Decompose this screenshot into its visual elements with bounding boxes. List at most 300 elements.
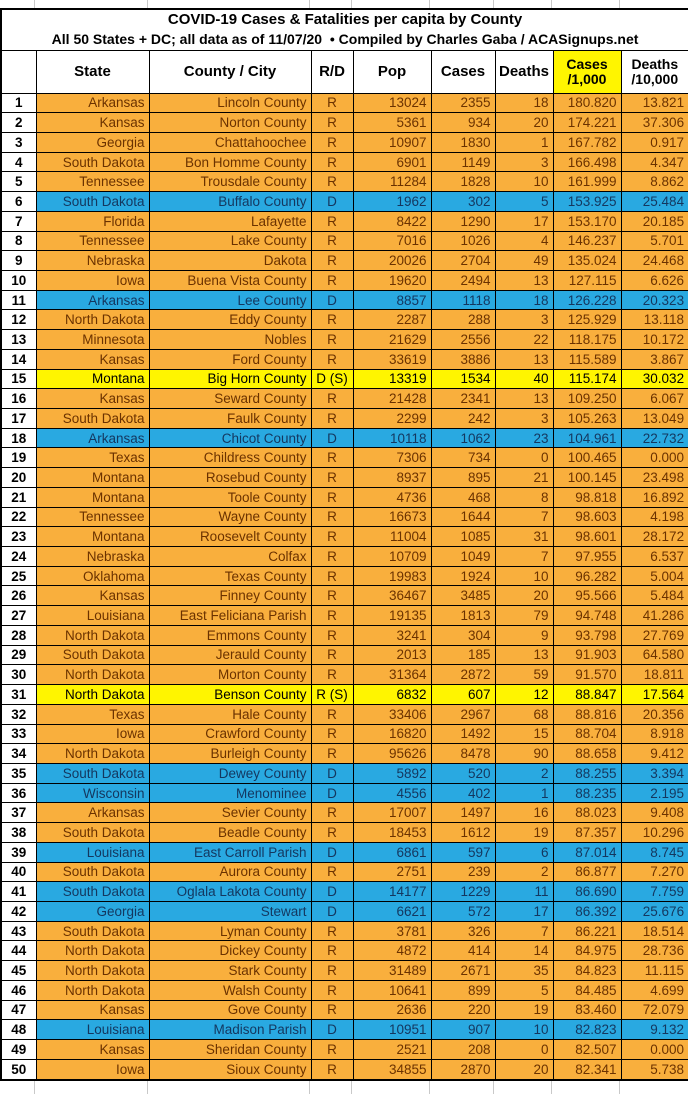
cell-state: South Dakota <box>36 409 149 429</box>
cell-population: 10118 <box>353 428 431 448</box>
cell-party: R <box>311 93 353 113</box>
cell-deaths: 18 <box>495 290 553 310</box>
cell-county: Chattahoochee <box>149 132 311 152</box>
cell-county: East Feliciana Parish <box>149 606 311 626</box>
cell-rank: 36 <box>1 783 36 803</box>
cell-deaths-per-10000: 41.286 <box>621 606 688 626</box>
cell-rank: 33 <box>1 724 36 744</box>
table-row <box>1 763 688 783</box>
cell-rank: 19 <box>1 448 36 468</box>
cell-population: 4736 <box>353 487 431 507</box>
cell-county: Lyman County <box>149 921 311 941</box>
cell-county: Buffalo County <box>149 192 311 212</box>
cell-state: Nebraska <box>36 547 149 567</box>
cell-deaths-per-10000: 28.172 <box>621 527 688 547</box>
cell-county: Morton County <box>149 665 311 685</box>
cell-cases-per-1000: 109.250 <box>553 389 621 409</box>
cell-population: 21428 <box>353 389 431 409</box>
cell-population: 8937 <box>353 468 431 488</box>
cell-party: D <box>311 842 353 862</box>
cell-cases: 2671 <box>431 961 495 981</box>
column-header-county: County / City <box>149 50 311 93</box>
cell-county: Toole County <box>149 487 311 507</box>
cell-cases-per-1000: 167.782 <box>553 132 621 152</box>
cell-county: Eddy County <box>149 310 311 330</box>
cell-county: Dewey County <box>149 763 311 783</box>
gridline-stub <box>148 1081 310 1094</box>
cell-cases-per-1000: 127.115 <box>553 270 621 290</box>
cell-cases-per-1000: 153.925 <box>553 192 621 212</box>
cell-deaths: 3 <box>495 152 553 172</box>
table-row <box>1 527 688 547</box>
cell-party: R <box>311 645 353 665</box>
cell-deaths: 7 <box>495 507 553 527</box>
cell-deaths-per-10000: 5.738 <box>621 1059 688 1080</box>
table-row <box>1 980 688 1000</box>
cell-rank: 46 <box>1 980 36 1000</box>
cell-party: R <box>311 1000 353 1020</box>
cell-rank: 47 <box>1 1000 36 1020</box>
cell-rank: 25 <box>1 566 36 586</box>
cell-rank: 32 <box>1 704 36 724</box>
cell-cases-per-1000: 146.237 <box>553 231 621 251</box>
cell-state: Georgia <box>36 132 149 152</box>
cell-cases: 1062 <box>431 428 495 448</box>
cell-cases-per-1000: 86.221 <box>553 921 621 941</box>
cell-deaths-per-10000: 7.270 <box>621 862 688 882</box>
cell-population: 10907 <box>353 132 431 152</box>
cell-cases: 208 <box>431 1040 495 1060</box>
cell-deaths-per-10000: 0.917 <box>621 132 688 152</box>
cell-state: Kansas <box>36 389 149 409</box>
covid-county-table <box>0 8 688 1081</box>
cell-county: Stark County <box>149 961 311 981</box>
cell-deaths: 13 <box>495 645 553 665</box>
cell-deaths: 12 <box>495 685 553 705</box>
cell-cases-per-1000: 86.392 <box>553 901 621 921</box>
cell-cases-per-1000: 86.877 <box>553 862 621 882</box>
cell-cases: 3485 <box>431 586 495 606</box>
table-row <box>1 961 688 981</box>
cell-deaths: 90 <box>495 744 553 764</box>
cell-deaths: 11 <box>495 882 553 902</box>
cell-deaths: 16 <box>495 803 553 823</box>
gridline-stub <box>352 0 430 8</box>
cell-state: South Dakota <box>36 645 149 665</box>
cell-population: 7306 <box>353 448 431 468</box>
cell-population: 3241 <box>353 625 431 645</box>
cell-state: Arkansas <box>36 428 149 448</box>
column-header-deaths: Deaths <box>495 50 553 93</box>
cell-rank: 14 <box>1 349 36 369</box>
cell-population: 10709 <box>353 547 431 567</box>
table-row <box>1 625 688 645</box>
cell-deaths: 21 <box>495 468 553 488</box>
cell-county: Dickey County <box>149 941 311 961</box>
cell-deaths-per-10000: 25.484 <box>621 192 688 212</box>
cell-deaths-per-10000: 22.732 <box>621 428 688 448</box>
table-row <box>1 369 688 389</box>
cell-party: R <box>311 330 353 350</box>
cell-deaths-per-10000: 4.699 <box>621 980 688 1000</box>
cell-deaths-per-10000: 10.296 <box>621 823 688 843</box>
cell-cases-per-1000: 115.174 <box>553 369 621 389</box>
table-row <box>1 192 688 212</box>
cell-deaths: 40 <box>495 369 553 389</box>
table-row <box>1 507 688 527</box>
cell-deaths: 13 <box>495 270 553 290</box>
cell-deaths: 20 <box>495 113 553 133</box>
cell-party: R <box>311 803 353 823</box>
cell-cases-per-1000: 125.929 <box>553 310 621 330</box>
cell-cases-per-1000: 95.566 <box>553 586 621 606</box>
cell-deaths: 49 <box>495 251 553 271</box>
cell-deaths: 59 <box>495 665 553 685</box>
gridline-stub <box>35 1081 148 1094</box>
cell-cases: 895 <box>431 468 495 488</box>
table-row <box>1 349 688 369</box>
cell-county: Norton County <box>149 113 311 133</box>
cell-county: Sioux County <box>149 1059 311 1080</box>
cell-deaths: 18 <box>495 93 553 113</box>
cell-state: South Dakota <box>36 823 149 843</box>
cell-rank: 24 <box>1 547 36 567</box>
cell-deaths-per-10000: 7.759 <box>621 882 688 902</box>
cell-rank: 40 <box>1 862 36 882</box>
gridline-stub <box>552 0 620 8</box>
cell-county: East Carroll Parish <box>149 842 311 862</box>
cell-party: R <box>311 744 353 764</box>
cell-state: Tennessee <box>36 172 149 192</box>
cell-rank: 35 <box>1 763 36 783</box>
table-row <box>1 566 688 586</box>
cell-cases: 607 <box>431 685 495 705</box>
cell-county: Menominee <box>149 783 311 803</box>
cell-deaths-per-10000: 16.892 <box>621 487 688 507</box>
cell-cases-per-1000: 118.175 <box>553 330 621 350</box>
cell-cases: 1085 <box>431 527 495 547</box>
table-row <box>1 783 688 803</box>
cell-population: 8422 <box>353 211 431 231</box>
table-body <box>1 93 688 1080</box>
column-header-rd: R/D <box>311 50 353 93</box>
cell-deaths-per-10000: 25.676 <box>621 901 688 921</box>
table-row <box>1 823 688 843</box>
cell-party: R <box>311 823 353 843</box>
cell-cases-per-1000: 84.823 <box>553 961 621 981</box>
column-header-row <box>1 50 688 93</box>
cell-cases-per-1000: 88.658 <box>553 744 621 764</box>
cell-cases-per-1000: 88.023 <box>553 803 621 823</box>
cell-state: South Dakota <box>36 763 149 783</box>
cell-cases: 899 <box>431 980 495 1000</box>
cell-population: 19135 <box>353 606 431 626</box>
cell-cases: 734 <box>431 448 495 468</box>
table-row <box>1 901 688 921</box>
cell-deaths: 10 <box>495 566 553 586</box>
cell-party: R <box>311 665 353 685</box>
cell-county: Stewart <box>149 901 311 921</box>
table-row <box>1 724 688 744</box>
cell-deaths-per-10000: 23.498 <box>621 468 688 488</box>
cell-cases-per-1000: 91.903 <box>553 645 621 665</box>
cell-party: D <box>311 1020 353 1040</box>
cell-deaths: 3 <box>495 409 553 429</box>
cell-state: Kansas <box>36 113 149 133</box>
cell-cases: 468 <box>431 487 495 507</box>
table-row <box>1 448 688 468</box>
spreadsheet-gridline-strip-bottom <box>0 1081 688 1094</box>
cell-cases: 597 <box>431 842 495 862</box>
cell-party: R <box>311 468 353 488</box>
cell-cases-per-1000: 82.823 <box>553 1020 621 1040</box>
cell-population: 8857 <box>353 290 431 310</box>
cell-cases-per-1000: 88.255 <box>553 763 621 783</box>
cell-rank: 37 <box>1 803 36 823</box>
cell-deaths-per-10000: 10.172 <box>621 330 688 350</box>
cell-deaths: 20 <box>495 1059 553 1080</box>
table-row <box>1 428 688 448</box>
cell-state: Wisconsin <box>36 783 149 803</box>
cell-rank: 31 <box>1 685 36 705</box>
cell-party: R <box>311 921 353 941</box>
cell-county: Big Horn County <box>149 369 311 389</box>
cell-cases-per-1000: 88.847 <box>553 685 621 705</box>
cell-cases-per-1000: 100.145 <box>553 468 621 488</box>
cell-population: 2287 <box>353 310 431 330</box>
cell-rank: 44 <box>1 941 36 961</box>
cell-rank: 42 <box>1 901 36 921</box>
cell-population: 18453 <box>353 823 431 843</box>
cell-deaths: 5 <box>495 980 553 1000</box>
gridline-stub <box>620 1081 688 1094</box>
page-title: COVID-19 Cases & Fatalities per capita by County <box>167 11 523 29</box>
cell-rank: 38 <box>1 823 36 843</box>
cell-cases: 2341 <box>431 389 495 409</box>
cell-cases-per-1000: 104.961 <box>553 428 621 448</box>
cell-deaths: 14 <box>495 941 553 961</box>
column-header-deaths-per-10000: Deaths /10,000 <box>621 50 688 93</box>
cell-population: 16673 <box>353 507 431 527</box>
cell-county: Faulk County <box>149 409 311 429</box>
cell-party: R <box>311 349 353 369</box>
cell-cases: 1149 <box>431 152 495 172</box>
cell-party: R <box>311 113 353 133</box>
cell-population: 31489 <box>353 961 431 981</box>
table-row <box>1 152 688 172</box>
cell-party: R <box>311 389 353 409</box>
table-row <box>1 389 688 409</box>
table-row <box>1 310 688 330</box>
cell-deaths-per-10000: 27.769 <box>621 625 688 645</box>
cell-cases: 242 <box>431 409 495 429</box>
table-row <box>1 862 688 882</box>
cell-deaths-per-10000: 72.079 <box>621 1000 688 1020</box>
cell-deaths: 68 <box>495 704 553 724</box>
cell-cases: 1492 <box>431 724 495 744</box>
table-row <box>1 231 688 251</box>
cell-population: 19620 <box>353 270 431 290</box>
table-row <box>1 941 688 961</box>
cell-party: D (S) <box>311 369 353 389</box>
gridline-stub <box>310 0 352 8</box>
cell-rank: 48 <box>1 1020 36 1040</box>
cell-population: 11004 <box>353 527 431 547</box>
table-row <box>1 665 688 685</box>
gridline-stub <box>430 1081 494 1094</box>
cell-cases: 2355 <box>431 93 495 113</box>
cell-state: North Dakota <box>36 685 149 705</box>
cell-party: R <box>311 862 353 882</box>
cell-cases: 520 <box>431 763 495 783</box>
cell-rank: 1 <box>1 93 36 113</box>
cell-county: Finney County <box>149 586 311 606</box>
cell-deaths-per-10000: 11.115 <box>621 961 688 981</box>
cell-rank: 43 <box>1 921 36 941</box>
table-row <box>1 487 688 507</box>
table-row <box>1 882 688 902</box>
gridline-stub <box>148 0 310 8</box>
cell-rank: 5 <box>1 172 36 192</box>
cell-county: Crawford County <box>149 724 311 744</box>
cell-cases-per-1000: 100.465 <box>553 448 621 468</box>
cell-county: Wayne County <box>149 507 311 527</box>
table-row <box>1 211 688 231</box>
cell-deaths: 3 <box>495 310 553 330</box>
cell-cases: 3886 <box>431 349 495 369</box>
cell-state: Montana <box>36 468 149 488</box>
table-row <box>1 113 688 133</box>
cell-rank: 4 <box>1 152 36 172</box>
cell-cases-per-1000: 126.228 <box>553 290 621 310</box>
cell-cases-per-1000: 115.589 <box>553 349 621 369</box>
gridline-stub <box>352 1081 430 1094</box>
cell-party: R <box>311 606 353 626</box>
cell-state: North Dakota <box>36 961 149 981</box>
cell-state: Montana <box>36 527 149 547</box>
cell-party: R <box>311 172 353 192</box>
cell-cases: 1026 <box>431 231 495 251</box>
cell-state: Montana <box>36 487 149 507</box>
cell-rank: 20 <box>1 468 36 488</box>
cell-party: D <box>311 290 353 310</box>
cell-population: 16820 <box>353 724 431 744</box>
cell-cases-per-1000: 84.975 <box>553 941 621 961</box>
cell-deaths: 20 <box>495 586 553 606</box>
cell-deaths-per-10000: 8.862 <box>621 172 688 192</box>
cell-party: R <box>311 527 353 547</box>
cell-state: Louisiana <box>36 606 149 626</box>
cell-deaths: 23 <box>495 428 553 448</box>
cell-county: Walsh County <box>149 980 311 1000</box>
cell-rank: 10 <box>1 270 36 290</box>
cell-population: 2751 <box>353 862 431 882</box>
cell-population: 13024 <box>353 93 431 113</box>
cell-cases: 402 <box>431 783 495 803</box>
cell-deaths-per-10000: 64.580 <box>621 645 688 665</box>
cell-county: Childress County <box>149 448 311 468</box>
cell-cases-per-1000: 84.485 <box>553 980 621 1000</box>
column-header-pop: Pop <box>353 50 431 93</box>
cell-cases-per-1000: 96.282 <box>553 566 621 586</box>
cell-deaths-per-10000: 8.745 <box>621 842 688 862</box>
cell-party: D <box>311 783 353 803</box>
cell-party: R <box>311 961 353 981</box>
cell-population: 6901 <box>353 152 431 172</box>
cell-rank: 34 <box>1 744 36 764</box>
cell-county: Buena Vista County <box>149 270 311 290</box>
cell-county: Lee County <box>149 290 311 310</box>
cell-state: Arkansas <box>36 290 149 310</box>
cell-cases: 288 <box>431 310 495 330</box>
cell-party: R <box>311 211 353 231</box>
cell-cases: 185 <box>431 645 495 665</box>
spreadsheet-gridline-strip-top <box>0 0 688 8</box>
cell-rank: 17 <box>1 409 36 429</box>
table-row <box>1 1020 688 1040</box>
cell-party: R <box>311 547 353 567</box>
cell-population: 14177 <box>353 882 431 902</box>
cell-population: 5361 <box>353 113 431 133</box>
table-title-block <box>1 9 688 50</box>
cell-county: Madison Parish <box>149 1020 311 1040</box>
cell-rank: 39 <box>1 842 36 862</box>
cell-deaths-per-10000: 9.408 <box>621 803 688 823</box>
cell-cases: 907 <box>431 1020 495 1040</box>
cell-cases-per-1000: 88.704 <box>553 724 621 744</box>
cell-deaths: 4 <box>495 231 553 251</box>
cell-state: Louisiana <box>36 842 149 862</box>
cell-county: Colfax <box>149 547 311 567</box>
cell-party: R <box>311 251 353 271</box>
cell-state: Kansas <box>36 586 149 606</box>
table-row <box>1 803 688 823</box>
cell-deaths: 7 <box>495 547 553 567</box>
cell-cases-per-1000: 98.818 <box>553 487 621 507</box>
cell-deaths-per-10000: 20.185 <box>621 211 688 231</box>
cell-population: 36467 <box>353 586 431 606</box>
cell-county: Nobles <box>149 330 311 350</box>
cell-rank: 18 <box>1 428 36 448</box>
table-row <box>1 1040 688 1060</box>
cell-deaths: 2 <box>495 862 553 882</box>
cell-deaths-per-10000: 30.032 <box>621 369 688 389</box>
cell-county: Gove County <box>149 1000 311 1020</box>
cell-population: 17007 <box>353 803 431 823</box>
column-header-state: State <box>36 50 149 93</box>
cell-cases: 1830 <box>431 132 495 152</box>
cell-party: R <box>311 231 353 251</box>
cell-cases-per-1000: 88.816 <box>553 704 621 724</box>
cell-state: South Dakota <box>36 921 149 941</box>
cell-cases: 1924 <box>431 566 495 586</box>
cell-population: 1962 <box>353 192 431 212</box>
cell-population: 13319 <box>353 369 431 389</box>
cell-county: Seward County <box>149 389 311 409</box>
cell-county: Bon Homme County <box>149 152 311 172</box>
cell-party: R <box>311 152 353 172</box>
cell-party: R <box>311 487 353 507</box>
cell-deaths: 10 <box>495 172 553 192</box>
cell-rank: 21 <box>1 487 36 507</box>
cell-deaths-per-10000: 20.323 <box>621 290 688 310</box>
cell-cases-per-1000: 82.507 <box>553 1040 621 1060</box>
cell-population: 2636 <box>353 1000 431 1020</box>
title-row <box>1 9 688 50</box>
cell-deaths-per-10000: 4.198 <box>621 507 688 527</box>
cell-deaths-per-10000: 6.626 <box>621 270 688 290</box>
cell-county: Beadle County <box>149 823 311 843</box>
